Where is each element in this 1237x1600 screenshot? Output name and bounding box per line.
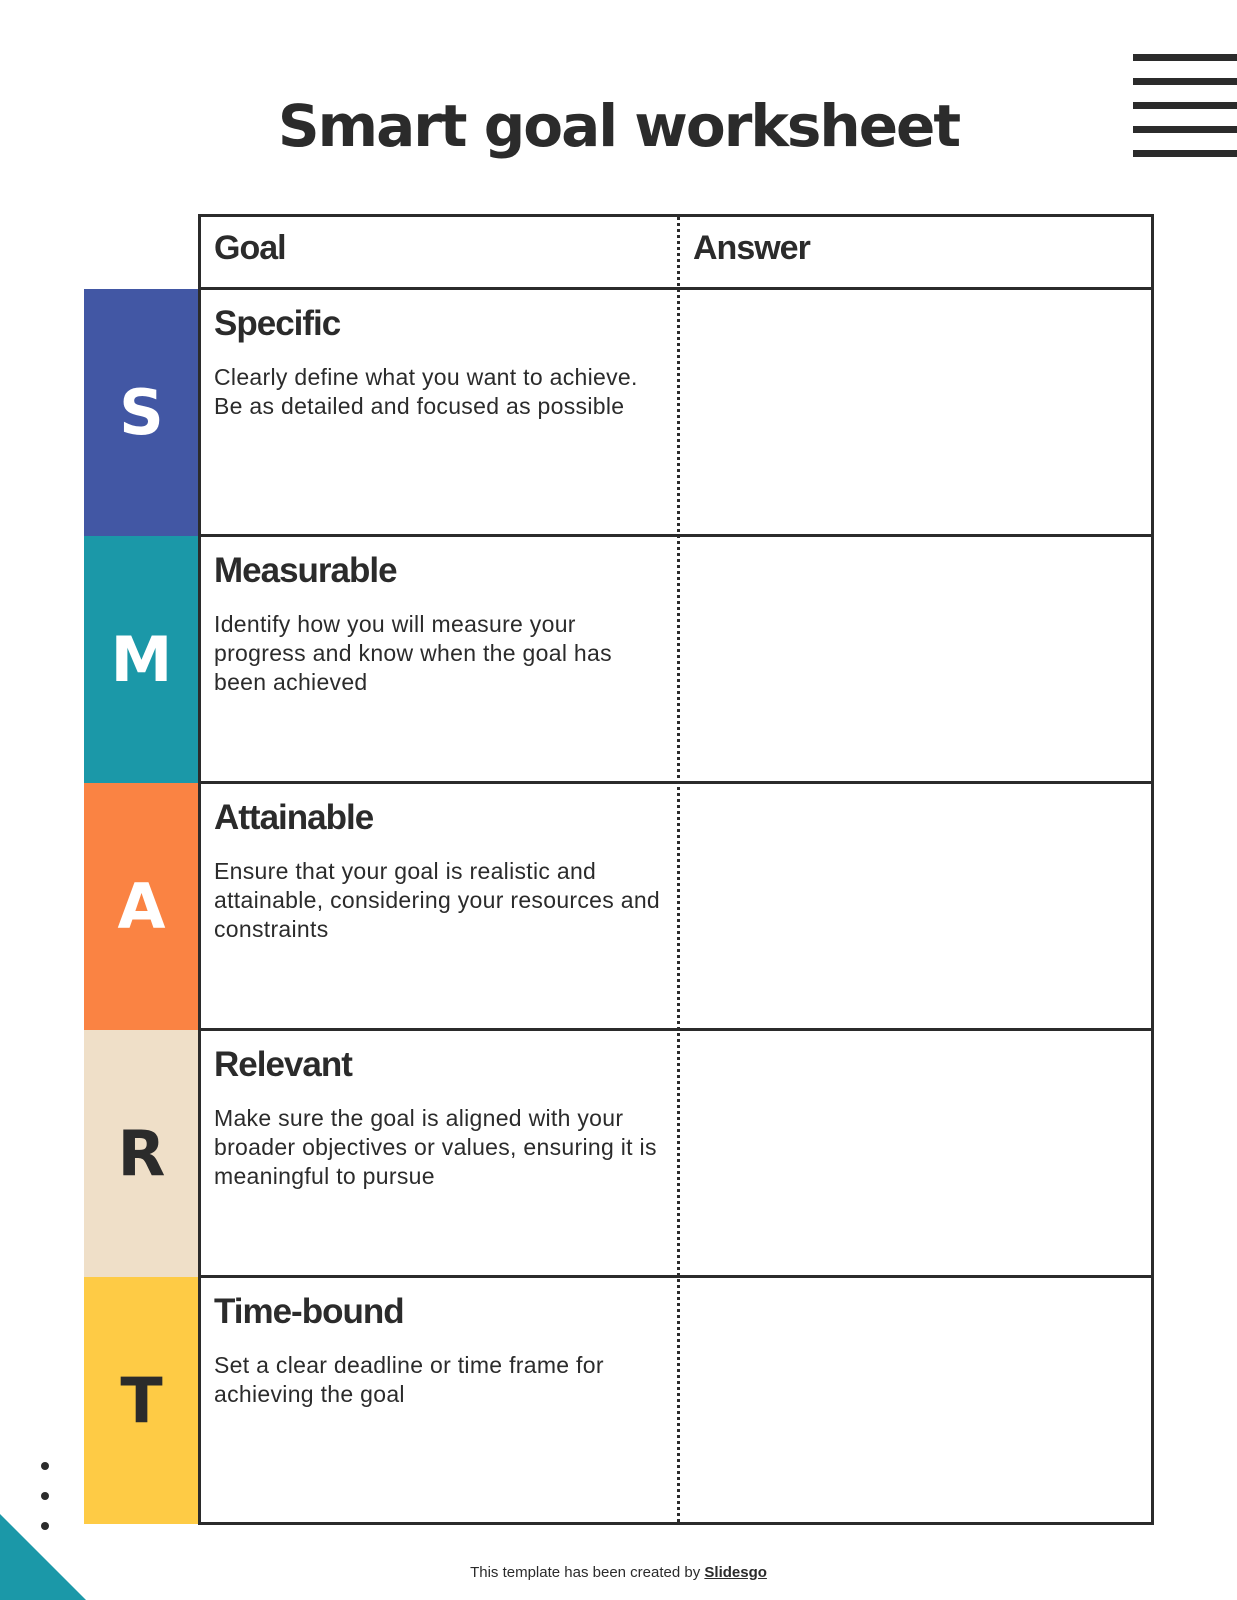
table-header <box>201 217 1151 290</box>
letter-t-box <box>84 1277 199 1524</box>
letter-t: T <box>120 1364 163 1437</box>
goal-description-measurable: Identify how you will measure your progress and know when the goal has been achieved <box>214 611 612 695</box>
table-row <box>201 1031 1151 1278</box>
decorative-corner-triangle <box>0 1514 86 1600</box>
goal-title-time-bound: Time-bound <box>214 1292 404 1331</box>
table-row <box>201 784 1151 1031</box>
header-answer: Answer <box>693 229 810 267</box>
answer-cell-relevant[interactable] <box>681 1031 1151 1275</box>
goal-description-specific: Clearly define what you want to achieve. Be as detailed and focused as possible <box>214 364 638 419</box>
footer-text: This template has been created by <box>470 1564 701 1581</box>
letter-r: R <box>117 1117 166 1190</box>
goal-title-attainable: Attainable <box>214 798 374 837</box>
goal-title-specific: Specific <box>214 304 341 343</box>
letter-a: A <box>117 870 166 943</box>
letter-r-box <box>84 1030 199 1277</box>
letter-s: S <box>119 376 164 449</box>
smart-letter-column <box>84 289 199 1524</box>
goal-description-relevant: Make sure the goal is aligned with your broader objectives or values, ensuring it is meaningful to pursue <box>214 1105 657 1189</box>
answer-cell-attainable[interactable] <box>681 784 1151 1028</box>
footer-brand-link[interactable]: Slidesgo <box>704 1564 767 1581</box>
answer-cell-time-bound[interactable] <box>681 1278 1151 1525</box>
goal-description-attainable: Ensure that your goal is realistic and attainable, considering your resources and constraints <box>214 858 661 942</box>
footer-credit <box>0 1564 1237 1581</box>
table-row <box>201 1278 1151 1525</box>
table-row <box>201 290 1151 537</box>
goal-title-relevant: Relevant <box>214 1045 352 1084</box>
decorative-stripes <box>1133 54 1237 174</box>
page-title: Smart goal worksheet <box>277 92 960 160</box>
header-goal: Goal <box>214 229 286 267</box>
letter-m: M <box>110 623 173 696</box>
answer-cell-measurable[interactable] <box>681 537 1151 781</box>
answer-cell-specific[interactable] <box>681 290 1151 534</box>
letter-m-box <box>84 536 199 783</box>
table-row <box>201 537 1151 784</box>
goal-title-measurable: Measurable <box>214 551 397 590</box>
worksheet-table <box>198 214 1154 1525</box>
letter-s-box <box>84 289 199 536</box>
letter-a-box <box>84 783 199 1030</box>
goal-description-time-bound: Set a clear deadline or time frame for achieving the goal <box>214 1352 604 1407</box>
